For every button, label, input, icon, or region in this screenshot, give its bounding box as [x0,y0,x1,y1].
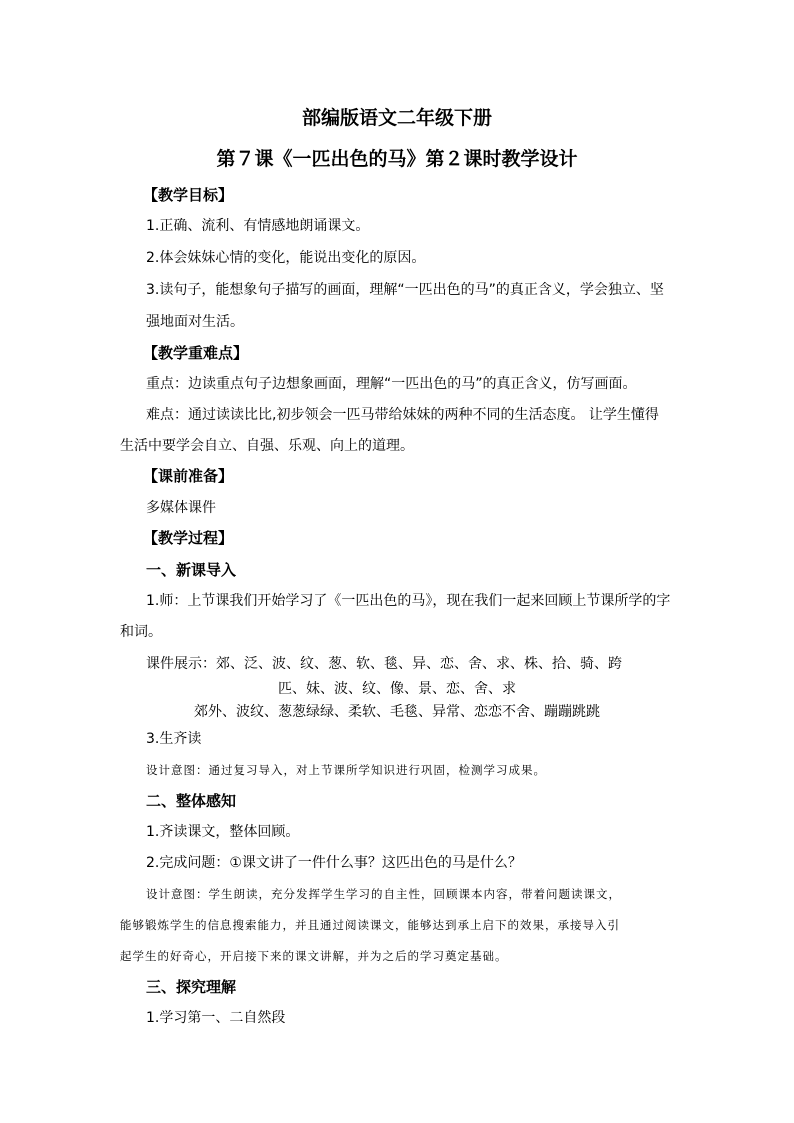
goal-item: 2.体会妹妹心情的变化，能说出变化的原因。 [146,250,426,266]
section-heading-key-points: 【教学重难点】 [143,344,249,362]
section-heading-preparation: 【课前准备】 [143,467,234,485]
part1-line: 和词。 [120,624,162,640]
part3-line: 1.学习第一、二自然段 [146,1010,286,1026]
preparation-text: 多媒体课件 [146,500,216,516]
design-intent: 起学生的好奇心，开启接下来的课文讲解，并为之后的学习奠定基础。 [120,949,508,963]
part2-heading: 二、整体感知 [146,792,237,810]
part3-heading: 三、探究理解 [146,978,237,996]
goal-item-continued: 强地面对生活。 [146,314,244,330]
design-intent: 设计意图：通过复习导入，对上节课所学知识进行巩固，检测学习成果。 [146,763,546,777]
design-intent: 设计意图：学生朗读，充分发挥学生学习的自主性，回顾课本内容，带着问题读课文， [146,887,621,901]
document-subtitle: 第７课《一匹出色的马》第２课时教学设计 [216,148,578,170]
part2-line: 1.齐读课文，整体回顾。 [146,824,300,840]
section-heading-goals: 【教学目标】 [143,186,234,204]
courseware-chars-2: 匹、妹、波、纹、像、景、恋、舍、求 [278,681,516,697]
difficulty-line: 难点：通过读读比比,初步领会一匹马带给妹妹的两种不同的生活态度。 让学生懂得 [146,407,659,423]
courseware-words: 郊外、波纹、葱葱绿绿、柔软、毛毯、异常、恋恋不舍、蹦蹦跳跳 [194,704,600,720]
goal-item: 3.读句子，能想象句子描写的画面，理解“一匹出色的马”的真正含义，学会独立、坚 [146,282,664,298]
part2-line: 2.完成问题：①课文讲了一件什么事？这匹出色的马是什么？ [146,855,522,871]
design-intent: 能够锻炼学生的信息搜索能力，并且通过阅读课文，能够达到承上启下的效果，承接导入引 [120,918,620,932]
difficulty-line-continued: 生活中要学会自立、自强、乐观、向上的道理。 [120,438,414,454]
part1-line: 3.生齐读 [146,731,202,747]
key-point-line: 重点：边读重点句子边想象画面，理解“一匹出色的马”的真正含义，仿写画面。 [146,376,637,392]
part1-line: 1.师：上节课我们开始学习了《一匹出色的马》，现在我们一起来回顾上节课所学的字 [146,593,671,609]
document-title: 部编版语文二年级下册 [301,107,492,129]
section-heading-process: 【教学过程】 [143,529,234,547]
part1-heading: 一、新课导入 [146,561,237,579]
courseware-chars: 课件展示：郊、泛、波、纹、葱、软、毯、异、恋、舍、求、株、拾、骑、跨 [146,656,622,672]
goal-item: 1.正确、流利、有情感地朗诵课文。 [146,218,370,234]
